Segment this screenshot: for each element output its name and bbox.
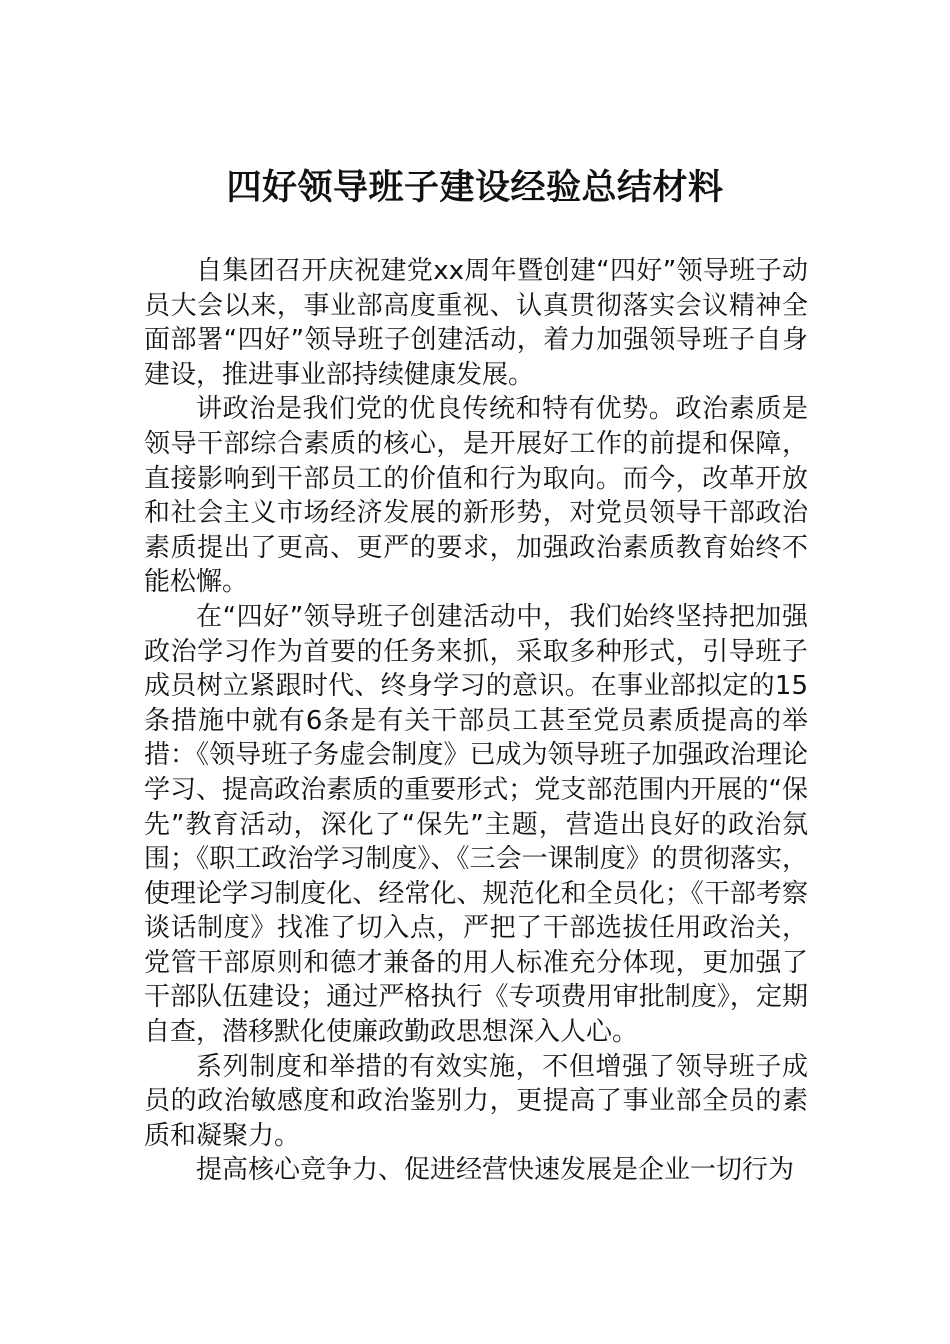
document-title: 四好领导班子建设经验总结材料 — [226, 168, 724, 208]
paragraph-competitiveness: 提高核心竞争力、促进经营快速发展是企业一切行为 — [196, 1155, 795, 1186]
paragraph-intro: 自集团召开庆祝建党xx周年暨创建“四好”领导班子动员大会以来，事业部高度重视、认真贯彻落实会议精神全面部署“四好”领导班子创建活动，着力加强领导班子自身建设，推进事业部持续健康发展。 — [144, 256, 808, 390]
document-body — [144, 254, 808, 1188]
paragraph-results: 系列制度和举措的有效实施，不但增强了领导班子成员的政治敏感度和政治鉴别力，更提高了事业部全员的素质和凝聚力。 — [144, 1051, 808, 1151]
paragraph-measures: 在“四好”领导班子创建活动中，我们始终坚持把加强政治学习作为首要的任务来抓，采取多种形式，引导班子成员树立紧跟时代、终身学习的意识。在事业部拟定的15条措施中就有6条是有关干部员工甚至党员素质提高的举措：《领导班子务虚会制度》已成为领导班子加强政治理论学习、提高政治素质的重要形式；党支部范围内开展的“保先”教育活动，深化了“保先”主题，营造出良好的政治氛围；《职工政治学习制度》、《三会一课制度》的贯彻落实，使理论学习制度化、经常化、规范化和全员化；《干部考察谈话制度》找准了切入点，严把了干部选拔任用政治关，党管干部原则和德才兼备的用人标准充分体现，更加强了干部队伍建设；通过严格执行《专项费用审批制度》，定期自查，潜移默化使廉政勤政思想深入人心。 — [144, 601, 808, 1048]
paragraph-politics: 讲政治是我们党的优良传统和特有优势。政治素质是领导干部综合素质的核心，是开展好工作的前提和保障，直接影响到干部员工的价值和行为取向。而今，改革开放和社会主义市场经济发展的新形势，对党员领导干部政治素质提出了更高、更严的要求，加强政治素质教育始终不能松懈。 — [144, 394, 808, 598]
